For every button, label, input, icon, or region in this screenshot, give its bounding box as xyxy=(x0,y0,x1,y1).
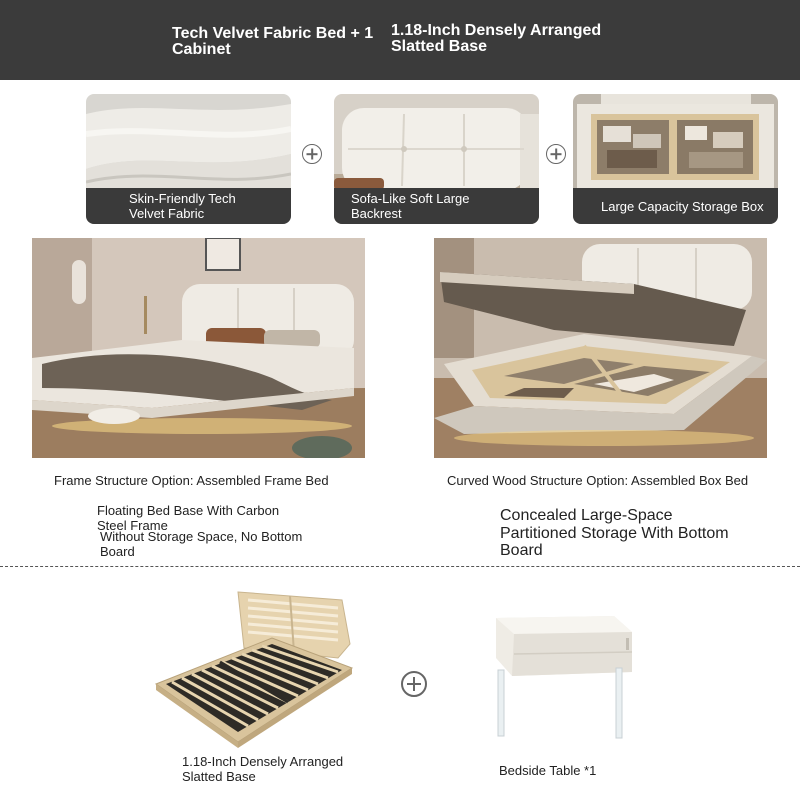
header-bar xyxy=(0,0,800,80)
photo-frame-bed xyxy=(32,238,365,458)
slatted-frame-image xyxy=(152,586,362,748)
option-description-box-bed: Concealed Large-Space Partitioned Storage With Bottom Board xyxy=(500,507,729,559)
plus-icon xyxy=(401,671,427,697)
header-right-title: 1.18-Inch Densely Arranged Slatted Base xyxy=(391,22,602,55)
feature-caption xyxy=(573,188,778,224)
option-description-line1: Floating Bed Base With Carbon Steel Frame xyxy=(97,503,280,533)
plus-icon xyxy=(302,144,322,164)
feature-card-storage xyxy=(573,94,778,224)
bedside-table-icon xyxy=(490,610,638,746)
feature-caption xyxy=(334,188,539,224)
option-title-frame-bed: Frame Structure Option: Assembled Frame Bed xyxy=(54,473,329,488)
feature-label-velvet: Skin-Friendly Tech Velvet Fabric xyxy=(129,191,236,221)
floating-bed-icon xyxy=(32,238,365,458)
feature-card-backrest xyxy=(334,94,539,224)
included-label-bedside-table: Bedside Table *1 xyxy=(499,763,597,778)
option-title-box-bed: Curved Wood Structure Option: Assembled Box Bed xyxy=(447,473,749,488)
feature-label-storage: Large Capacity Storage Box xyxy=(601,198,764,214)
bedside-table-image xyxy=(490,610,638,746)
header-left-title: Tech Velvet Fabric Bed + 1 Cabinet xyxy=(172,25,374,58)
plus-icon xyxy=(546,144,566,164)
feature-label-backrest: Sofa-Like Soft Large Backrest xyxy=(351,191,470,221)
lift-storage-bed-icon xyxy=(434,238,767,458)
feature-caption xyxy=(86,188,291,224)
section-divider xyxy=(0,566,800,567)
feature-card-velvet xyxy=(86,94,291,224)
slatted-bed-frame-icon xyxy=(152,586,362,748)
option-description-line2: Without Storage Space, No Bottom Board xyxy=(100,529,303,559)
photo-box-bed xyxy=(434,238,767,458)
included-label-slatted-base: 1.18-Inch Densely Arranged Slatted Base xyxy=(182,754,344,784)
